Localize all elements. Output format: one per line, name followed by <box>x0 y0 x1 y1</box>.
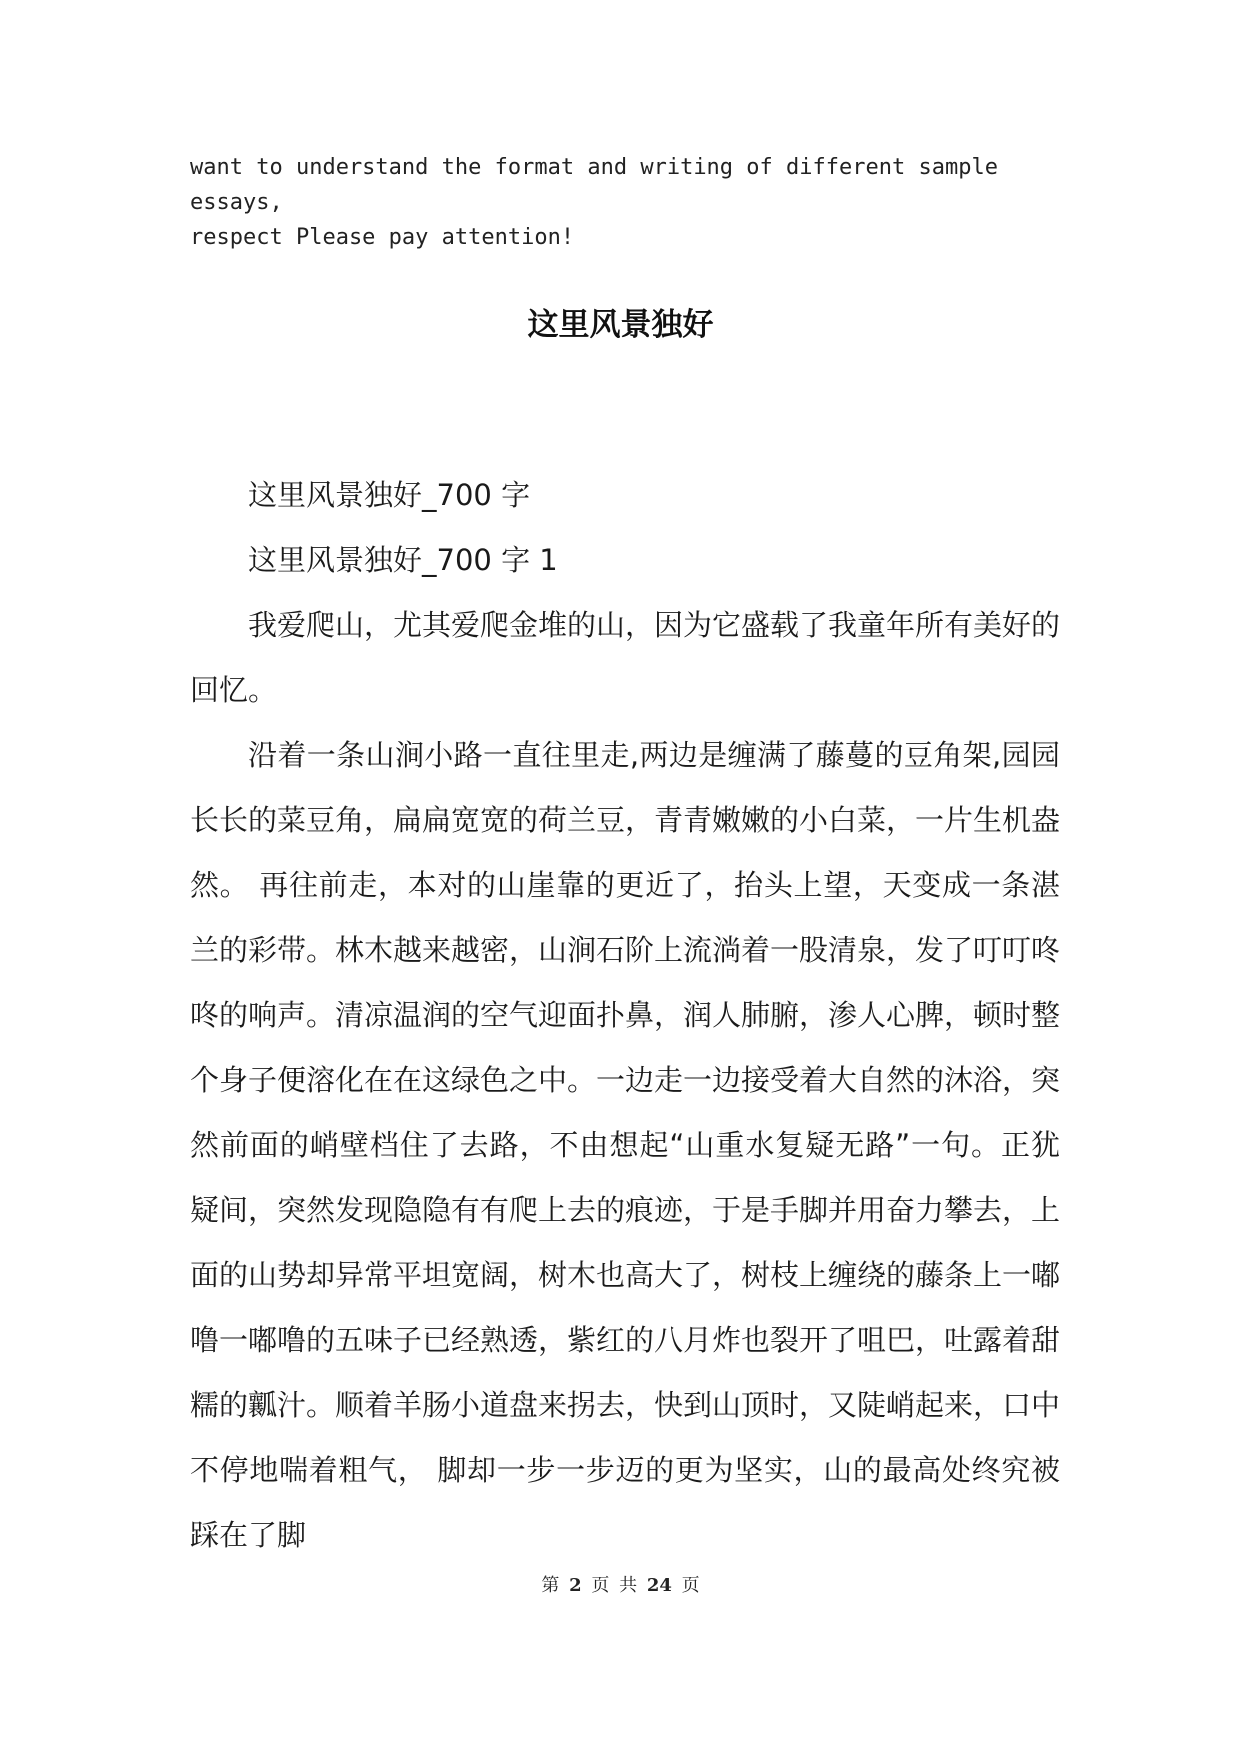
footer-page-number: 2 <box>569 1575 582 1596</box>
page-footer <box>0 1573 1241 1599</box>
footer-middle: 页 共 <box>591 1575 638 1596</box>
intro-line-2: respect Please pay attention! <box>190 225 575 250</box>
footer-suffix: 页 <box>681 1575 700 1596</box>
essay-paragraph: 沿着一条山涧小路一直往里走,两边是缠满了藤蔓的豆角架,园园长长的菜豆角，扁扁宽宽的荷兰豆，青青嫩嫩的小白菜，一片生机盎然。 再往前走，本对的山崖靠的更近了，抬头上望，天变成一条湛兰的彩带。林木越来越密，山涧石阶上流淌着一股清泉，发了叮叮咚咚的响声。清凉温润的空气迎面扑鼻，润人肺腑，渗人心脾，顿时整个身子便溶化在在这绿色之中。一边走一边接受着大自然的沐浴，突然前面的峭壁档住了去路，不由想起“山重水复疑无路”一句。正犹疑间，突然发现隐隐有有爬上去的痕迹，于是手脚并用奋力攀去，上面的山势却异常平坦宽阔，树木也高大了，树枝上缠绕的藤条上一嘟噜一嘟噜的五味子已经熟透，紫红的八月炸也裂开了咀巴，吐露着甜糯的瓤汁。顺着羊肠小道盘来拐去，快到山顶时，又陡峭起来，口中不停地喘着粗气， 脚却一步一步迈的更为坚实，山的最高处终究被踩在了脚 <box>190 738 1061 1552</box>
essay-subheading-line: 这里风景独好_700 字 1 <box>248 543 558 577</box>
page-title: 这里风景独好 <box>527 307 714 343</box>
essay-paragraph: 我爱爬山，尤其爱爬金堆的山，因为它盛载了我童年所有美好的回忆。 <box>190 608 1061 707</box>
intro-text <box>190 150 1090 255</box>
essay-body <box>190 463 1060 1568</box>
footer-prefix: 第 <box>541 1575 560 1596</box>
footer-total-pages: 24 <box>646 1575 672 1596</box>
intro-line-1: want to understand the format and writing of different sample essays, <box>190 155 998 215</box>
essay-heading-line: 这里风景独好_700 字 <box>248 478 531 512</box>
